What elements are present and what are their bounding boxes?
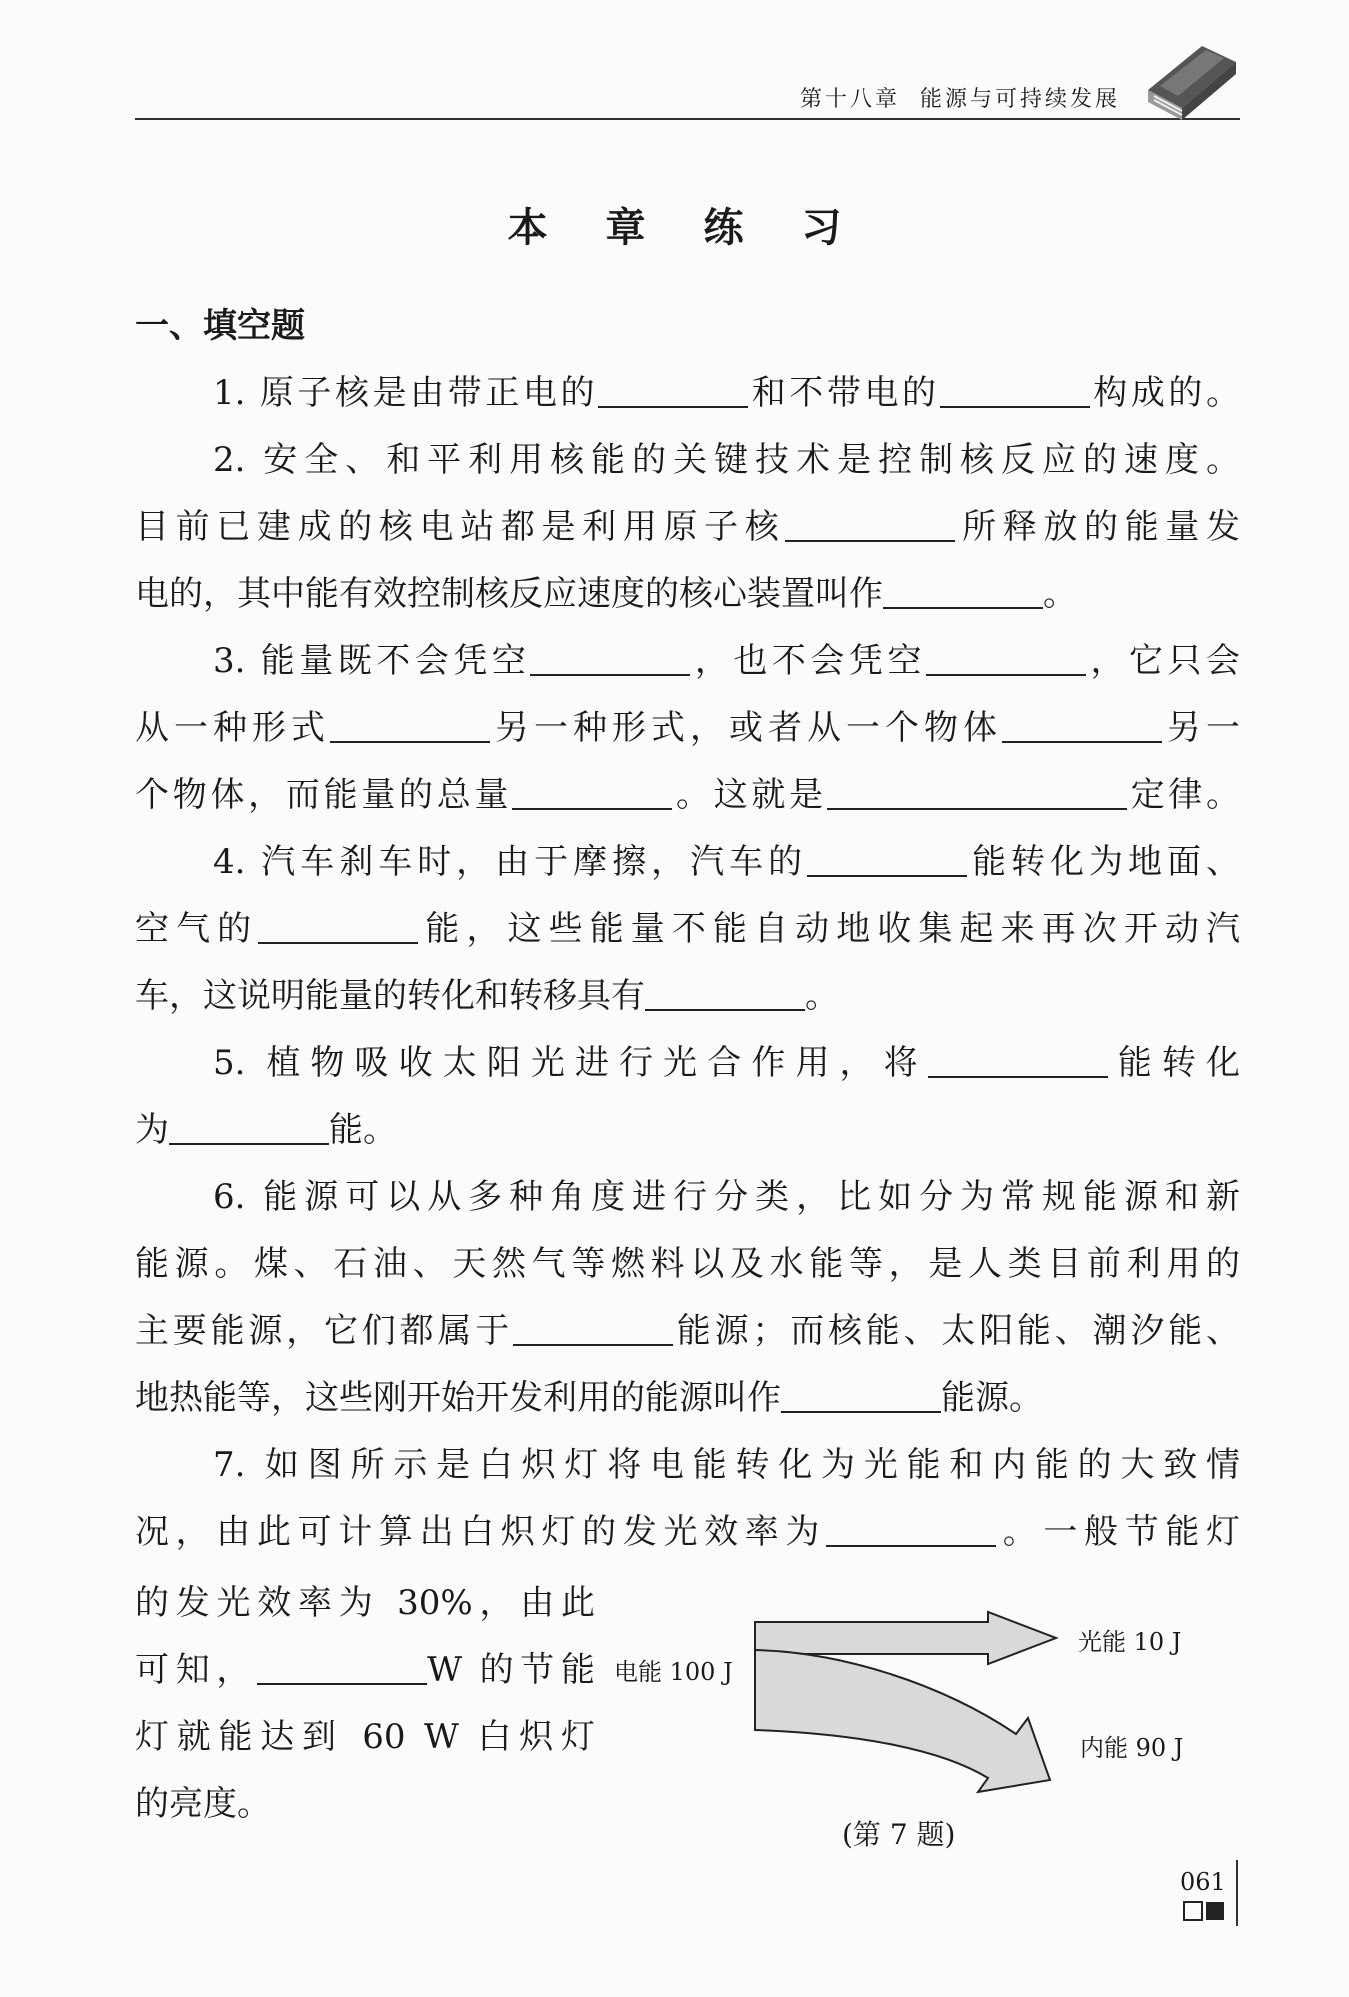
- chapter-header: [135, 60, 1240, 122]
- question-7-line: 灯就能达到 60 W 白炽灯: [135, 1717, 595, 1757]
- text-segment: 能源。: [941, 1378, 1043, 1418]
- question-list: [135, 360, 1240, 1566]
- text-segment: 车，这说明能量的转化和转移具有: [135, 976, 645, 1016]
- question-4-line: [135, 963, 1240, 1030]
- question-7-line: 的发光效率为 30%，由此: [135, 1583, 595, 1623]
- page-number: 061: [1180, 1868, 1226, 1896]
- text-segment: 能，这些能量不能自动地收集起来再次开动汽: [418, 909, 1241, 949]
- answer-blank[interactable]: [940, 368, 1090, 408]
- answer-blank[interactable]: [926, 636, 1086, 676]
- question-6-line: 6. 能源可以从多种角度进行分类，比如分为常规能源和新: [213, 1177, 1240, 1217]
- text-segment: ，也不会凭空: [690, 641, 926, 681]
- chapter-number: 第十八章: [799, 87, 900, 112]
- figure-caption: (第 7 题): [842, 1818, 956, 1851]
- answer-blank[interactable]: [827, 770, 1127, 810]
- answer-blank[interactable]: [530, 636, 690, 676]
- answer-blank[interactable]: [807, 837, 967, 877]
- text-segment: 能转化为地面、: [967, 842, 1240, 882]
- question-2-line: [135, 494, 1240, 561]
- electric-energy-label: 电能 100 J: [614, 1658, 733, 1686]
- answer-blank[interactable]: [826, 1507, 996, 1547]
- answer-blank[interactable]: [258, 904, 418, 944]
- text-segment: 4. 汽车刹车时，由于摩擦，汽车的: [213, 842, 808, 882]
- page-title: 本 章 练 习: [507, 205, 864, 251]
- answer-blank[interactable]: [330, 703, 490, 743]
- text-segment: W 的节能: [427, 1650, 595, 1690]
- question-6-line: [135, 1365, 1240, 1432]
- question-2-line: [135, 561, 1240, 628]
- answer-blank[interactable]: [785, 502, 955, 542]
- header-rule: [135, 118, 1240, 120]
- question-6-line: [135, 1298, 1240, 1365]
- text-segment: 5. 植物吸收太阳光进行光合作用，将: [213, 1043, 928, 1083]
- text-segment: 构成的。: [1089, 373, 1241, 413]
- text-segment: 从一种形式: [135, 708, 330, 748]
- question-3-line: [135, 762, 1240, 829]
- question-5-line: [135, 1097, 1240, 1164]
- answer-blank[interactable]: [598, 368, 748, 408]
- text-segment: 。: [805, 976, 839, 1016]
- question-7-line: 7. 如图所示是白炽灯将电能转化为光能和内能的大致情: [213, 1445, 1240, 1485]
- question-3-line: [135, 628, 1240, 695]
- answer-blank[interactable]: [781, 1373, 941, 1413]
- chapter-title: 能源与可持续发展: [919, 87, 1120, 112]
- question-4-line: [135, 829, 1240, 896]
- text-segment: 。一般节能灯: [996, 1512, 1241, 1552]
- question-1-line: [135, 360, 1240, 427]
- text-segment: 个物体，而能量的总量: [135, 775, 513, 815]
- text-segment: 主要能源，它们都属于: [135, 1311, 513, 1351]
- text-segment: 况，由此可计算出白炽灯的发光效率为: [135, 1512, 827, 1552]
- section-heading: 一、填空题: [135, 306, 305, 346]
- text-segment: 另一: [1162, 708, 1240, 748]
- book-icon: [1140, 40, 1240, 122]
- question-2-line: 2. 安全、和平利用核能的关键技术是控制核反应的速度。: [213, 440, 1240, 480]
- answer-blank[interactable]: [883, 569, 1043, 609]
- text-segment: ，它只会: [1085, 641, 1241, 681]
- energy-flow-diagram: [612, 1600, 1072, 1800]
- question-7-line: [135, 1637, 595, 1704]
- text-segment: 空气的: [135, 909, 259, 949]
- answer-blank[interactable]: [513, 1306, 673, 1346]
- text-segment: 所释放的能量发: [955, 507, 1241, 547]
- heat-energy-label: 内能 90 J: [1080, 1734, 1184, 1762]
- text-segment: 和不带电的: [748, 373, 940, 413]
- text-segment: 能转化: [1107, 1043, 1241, 1083]
- energy-flow-figure: [612, 1600, 1252, 1850]
- text-segment: 能。: [329, 1110, 397, 1150]
- text-segment: 3. 能量既不会凭空: [213, 641, 531, 681]
- page-number-rule: [1236, 1860, 1238, 1926]
- light-energy-label: 光能 10 J: [1078, 1628, 1182, 1656]
- text-segment: 另一种形式，或者从一个物体: [490, 708, 1002, 748]
- text-segment: 。这就是: [672, 775, 827, 815]
- text-segment: 定律。: [1126, 775, 1241, 815]
- answer-blank[interactable]: [169, 1105, 329, 1145]
- text-segment: 1. 原子核是由带正电的: [213, 373, 599, 413]
- page-marker-icon: [1182, 1900, 1228, 1922]
- answer-blank[interactable]: [257, 1645, 427, 1685]
- question-7-line: [135, 1499, 1240, 1566]
- text-segment: 可知，: [135, 1650, 258, 1690]
- header-text: [800, 82, 1120, 113]
- text-segment: 电的，其中能有效控制核反应速度的核心装置叫作: [135, 574, 883, 614]
- question-7-continued: [135, 1570, 595, 1838]
- question-6-line: 能源。煤、石油、天然气等燃料以及水能等，是人类目前利用的: [135, 1244, 1240, 1284]
- question-7-line: 的亮度。: [135, 1784, 271, 1824]
- answer-blank[interactable]: [1002, 703, 1162, 743]
- question-3-line: [135, 695, 1240, 762]
- answer-blank[interactable]: [512, 770, 672, 810]
- answer-blank[interactable]: [645, 971, 805, 1011]
- question-5-line: [135, 1030, 1240, 1097]
- text-segment: 地热能等，这些刚开始开发利用的能源叫作: [135, 1378, 781, 1418]
- answer-blank[interactable]: [928, 1038, 1108, 1078]
- text-segment: 。: [1043, 574, 1077, 614]
- text-segment: 为: [135, 1110, 169, 1150]
- heat-energy-arrow: [755, 1650, 1050, 1792]
- question-4-line: [135, 896, 1240, 963]
- text-segment: 能源；而核能、太阳能、潮汐能、: [673, 1311, 1240, 1351]
- text-segment: 目前已建成的核电站都是利用原子核: [135, 507, 786, 547]
